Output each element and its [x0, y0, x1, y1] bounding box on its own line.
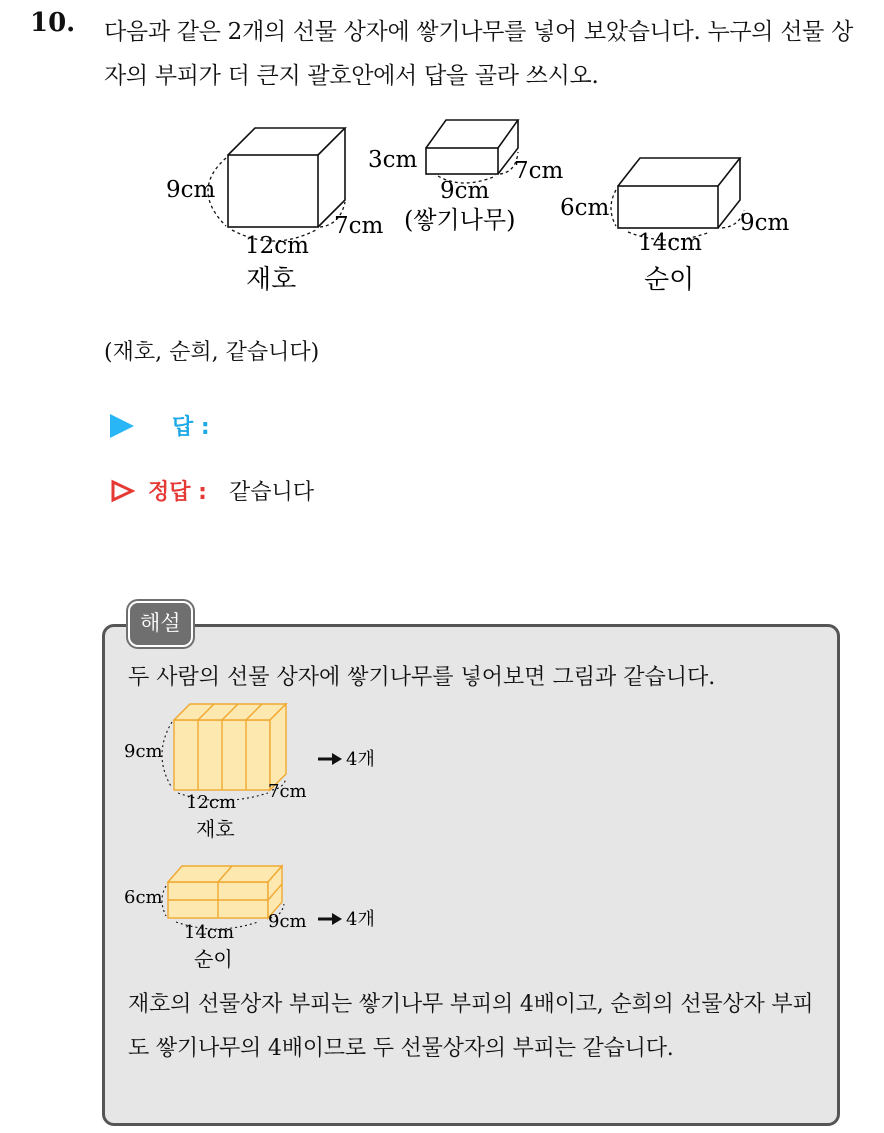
block-width: 9cm: [440, 178, 490, 204]
block-shape: [426, 120, 518, 174]
fig1-depth: 7cm: [268, 781, 307, 802]
fig2-count: 4개: [346, 909, 375, 930]
fig1-count: 4개: [346, 749, 375, 770]
box2-depth: 9cm: [740, 210, 790, 236]
box2-width: 14cm: [638, 230, 702, 256]
fig2-block-stack: [168, 866, 282, 918]
box-suni: [618, 158, 740, 228]
correct-label: 정답 :: [148, 480, 207, 505]
block-name: (쌓기나무): [404, 206, 516, 234]
block-depth: 7cm: [514, 158, 564, 184]
question-text: 다음과 같은 2개의 선물 상자에 쌓기나무를 넣어 보았습니다. 누구의 선물 상자의 부피가 더 큰지 괄호안에서 답을 골라 쓰시오.: [104, 19, 853, 89]
correct-arrow-icon: [110, 479, 136, 503]
question-number: 10.: [30, 8, 76, 38]
fig1-name: 재호: [196, 817, 235, 841]
explanation-paragraph: 재호의 선물상자 부피는 쌓기나무 부피의 4배이고, 순희의 선물상자 부피도 쌓기나무의 4배이므로 두 선물상자의 부피는 같습니다.: [128, 992, 814, 1061]
fig1-height: 9cm: [124, 741, 163, 762]
answer-row: [110, 410, 210, 441]
box1-name: 재호: [246, 265, 297, 295]
box1-width: 12cm: [245, 233, 309, 259]
fig2-arrow-icon: [318, 913, 342, 925]
box1-depth: 7cm: [334, 213, 384, 239]
question-figure: [150, 110, 810, 300]
fig2-height: 6cm: [124, 887, 163, 908]
fig1-width: 12cm: [186, 792, 237, 813]
box2-name: 순이: [644, 265, 695, 295]
correct-value: 같습니다: [228, 480, 314, 505]
box-jaeho: [228, 128, 345, 227]
explanation-intro: 두 사람의 선물 상자에 쌓기나무를 넣어보면 그림과 같습니다.: [128, 665, 716, 690]
block-height: 3cm: [368, 147, 418, 173]
explanation-figure: [118, 700, 418, 980]
fig2-depth: 9cm: [268, 911, 307, 932]
answer-choices: (재호, 순희, 같습니다): [104, 340, 320, 365]
fig1-arrow-icon: [318, 753, 342, 765]
answer-arrow-icon: [110, 414, 134, 438]
explanation-tag: 해설: [128, 601, 193, 647]
correct-answer-row: [110, 475, 314, 506]
fig2-width: 14cm: [184, 922, 235, 943]
box2-height: 6cm: [560, 195, 610, 221]
fig1-block-stack: [174, 704, 286, 790]
box1-height: 9cm: [166, 177, 216, 203]
answer-label: 답 :: [172, 415, 210, 440]
fig2-name: 순이: [194, 947, 233, 971]
